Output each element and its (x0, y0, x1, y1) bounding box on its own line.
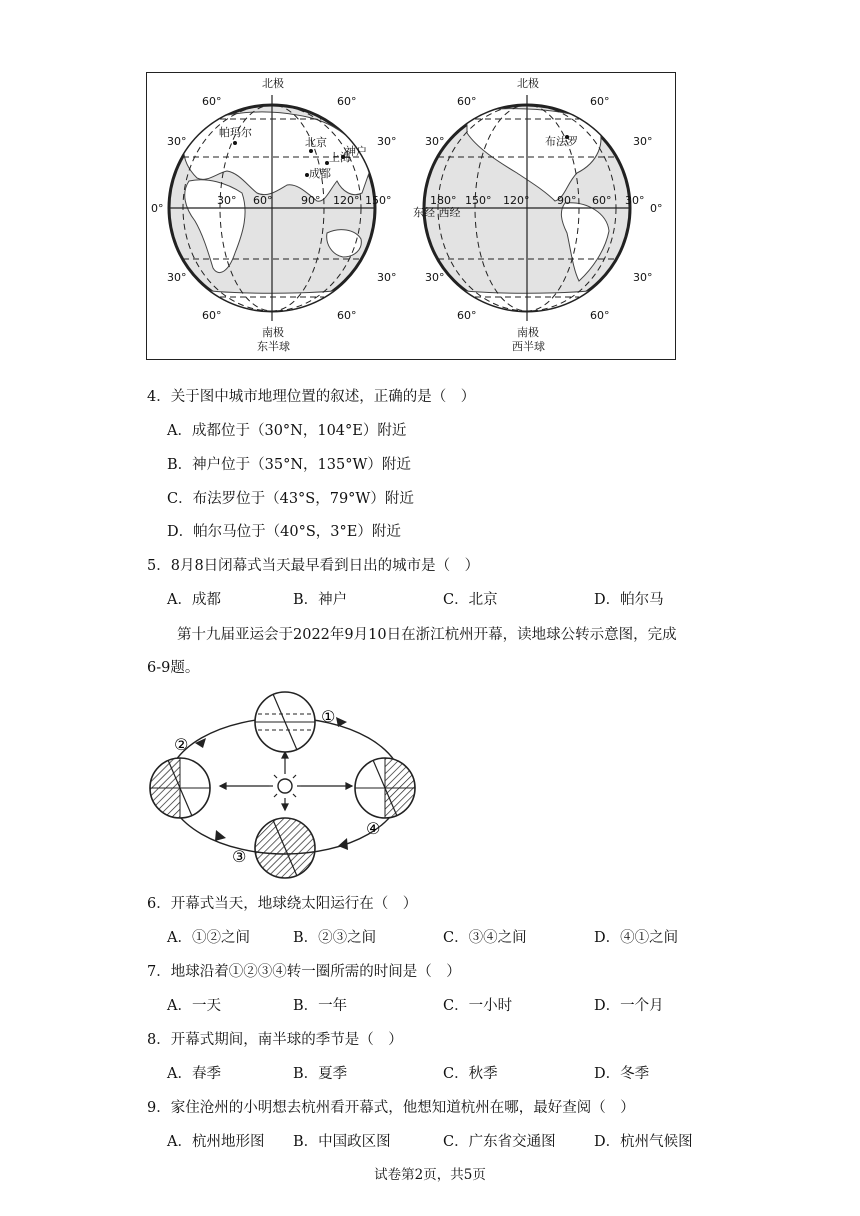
earth-position-4 (355, 758, 415, 818)
q8-option-c[interactable]: C．秋季 (443, 1066, 498, 1082)
position-label-2: ② (174, 735, 189, 754)
q5-option-b[interactable]: B．神户 (293, 592, 348, 608)
lat-label: 30° (425, 271, 445, 284)
lat-label: 0° (650, 202, 663, 215)
orbit-arrow (338, 838, 348, 850)
q4-option-d[interactable]: D．帕尔马位于（40°S，3°E）附近 (167, 524, 401, 540)
orbit-diagram (140, 686, 440, 882)
page-footer: 试卷第2页，共5页 (374, 1167, 486, 1183)
lon-label: 150° (465, 194, 492, 207)
city-label-palma: 帕玛尔 (219, 126, 252, 139)
q5-option-a[interactable]: A．成都 (167, 592, 221, 608)
earth-position-3 (255, 818, 315, 878)
lat-label: 60° (202, 309, 222, 322)
city-marker (309, 149, 313, 153)
orbit-arrow (195, 738, 206, 748)
q6-option-c[interactable]: C．③④之间 (443, 930, 527, 946)
q8-option-a[interactable]: A．春季 (167, 1066, 221, 1082)
q8-option-d[interactable]: D．冬季 (594, 1066, 650, 1082)
position-label-4: ④ (366, 819, 381, 838)
q6-option-a[interactable]: A．①②之间 (167, 930, 250, 946)
city-label-chengdu: 成都 (309, 167, 331, 180)
lat-label: 30° (633, 135, 653, 148)
lon-label: 60° (592, 194, 612, 207)
q4-option-b[interactable]: B．神户位于（35°N，135°W）附近 (167, 457, 411, 473)
hemisphere-maps (147, 73, 674, 358)
question-5-stem: 5．8月8日闭幕式当天最早看到日出的城市是（ ） (147, 558, 480, 574)
lon-label: 90° (557, 194, 577, 207)
lon-label: 150° (365, 194, 392, 207)
lon-label: 30° (625, 194, 645, 207)
orbit-arrow (215, 830, 226, 841)
q5-option-d[interactable]: D．帕尔马 (594, 592, 664, 608)
lon-label: 120° (503, 194, 530, 207)
globe-figure (146, 72, 676, 360)
q8-option-b[interactable]: B．夏季 (293, 1066, 348, 1082)
east-hemisphere-caption: 东半球 (257, 340, 290, 353)
position-label-3: ③ (232, 847, 247, 866)
lon-label: 180° (430, 194, 457, 207)
lat-label: 30° (167, 271, 187, 284)
q4-option-c[interactable]: C．布法罗位于（43°S，79°W）附近 (167, 491, 414, 507)
lon-label: 60° (253, 194, 273, 207)
intro-line-2: 6-9题。 (147, 660, 200, 676)
q4-option-a[interactable]: A．成都位于（30°N，104°E）附近 (167, 423, 407, 439)
lat-label: 60° (337, 95, 357, 108)
earth-position-1 (255, 692, 315, 752)
city-label-shanghai: 上海 (329, 151, 351, 164)
q7-option-c[interactable]: C．一小时 (443, 998, 513, 1014)
west-hemisphere-caption: 西半球 (512, 340, 545, 353)
lon-label: 90° (301, 194, 321, 207)
east-hemisphere (169, 95, 375, 321)
city-label-kobe: 神户 (345, 145, 367, 158)
question-4-stem: 4．关于图中城市地理位置的叙述，正确的是（ ） (147, 389, 476, 405)
east-north-pole-label: 北极 (262, 77, 284, 90)
position-label-1: ① (321, 707, 336, 726)
lat-label: 30° (633, 271, 653, 284)
lat-label: 60° (590, 95, 610, 108)
q9-option-b[interactable]: B．中国政区图 (293, 1134, 391, 1150)
lat-label: 30° (377, 135, 397, 148)
q9-option-d[interactable]: D．杭州气候图 (594, 1134, 693, 1150)
lat-label: 60° (202, 95, 222, 108)
lat-label: 30° (377, 271, 397, 284)
east-south-pole-label: 南极 (262, 326, 284, 339)
q5-option-c[interactable]: C．北京 (443, 592, 498, 608)
lon-label: 120° (333, 194, 360, 207)
q7-option-b[interactable]: B．一年 (293, 998, 348, 1014)
q7-option-a[interactable]: A．一天 (167, 998, 221, 1014)
intro-line-1: 第十九届亚运会于2022年9月10日在浙江杭州开幕，读地球公转示意图，完成 (177, 627, 677, 643)
q9-option-c[interactable]: C．广东省交通图 (443, 1134, 556, 1150)
lat-label: 0° (151, 202, 164, 215)
q6-option-b[interactable]: B．②③之间 (293, 930, 377, 946)
question-6-stem: 6．开幕式当天，地球绕太阳运行在（ ） (147, 896, 418, 912)
lat-label: 60° (457, 309, 477, 322)
hemisphere-note: 东经 西经 (413, 206, 461, 219)
question-8-stem: 8．开幕式期间，南半球的季节是（ ） (147, 1032, 403, 1048)
lat-label: 60° (337, 309, 357, 322)
q6-option-d[interactable]: D．④①之间 (594, 930, 679, 946)
lon-label: 30° (217, 194, 237, 207)
city-marker (233, 141, 237, 145)
west-south-pole-label: 南极 (517, 326, 539, 339)
sun-icon (269, 770, 301, 802)
city-label-buffalo: 布法罗 (545, 135, 578, 148)
q9-option-a[interactable]: A．杭州地形图 (167, 1134, 265, 1150)
lat-label: 30° (167, 135, 187, 148)
lat-label: 60° (590, 309, 610, 322)
city-label-beijing: 北京 (305, 136, 327, 149)
q7-option-d[interactable]: D．一个月 (594, 998, 664, 1014)
question-9-stem: 9．家住沧州的小明想去杭州看开幕式，他想知道杭州在哪，最好查阅（ ） (147, 1100, 635, 1116)
question-7-stem: 7．地球沿着①②③④转一圈所需的时间是（ ） (147, 964, 461, 980)
lat-label: 30° (425, 135, 445, 148)
lat-label: 60° (457, 95, 477, 108)
west-north-pole-label: 北极 (517, 77, 539, 90)
earth-position-2 (150, 758, 210, 818)
